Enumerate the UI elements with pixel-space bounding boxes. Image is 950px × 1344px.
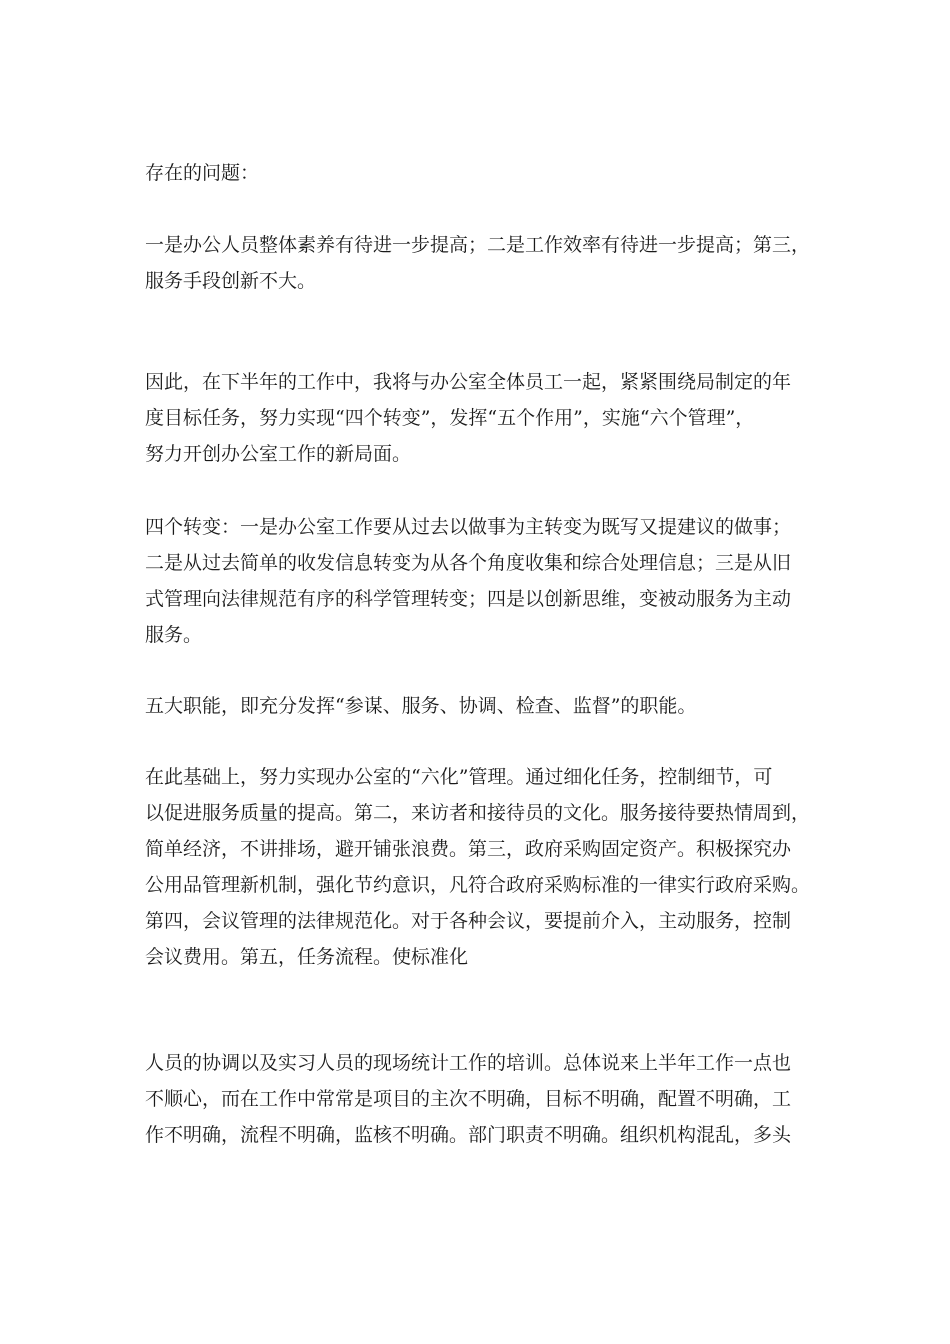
paragraph-six-management: [145, 759, 810, 975]
text-line: 会议费用。第五，任务流程。使标准化: [145, 946, 469, 968]
text-line: 人员的协调以及实习人员的现场统计工作的培训。总体说来上半年工作一点也: [145, 1052, 792, 1074]
text-line: 服务手段创新不大。: [145, 270, 317, 292]
text-line: 简单经济，不讲排场，避开铺张浪费。第三，政府采购固定资产。积极探究办: [145, 838, 792, 860]
text-line: 公用品管理新机制，强化节约意识，凡符合政府采购标准的一律实行政府采购。: [145, 874, 811, 896]
paragraph-plan: [145, 364, 810, 472]
paragraph-problems-list: [145, 227, 810, 299]
paragraph-problems-heading: [145, 155, 810, 191]
text-line: 四个转变：一是办公室工作要从过去以做事为主转变为既写又提建议的做事；: [145, 516, 792, 538]
text-line: 式管理向法律规范有序的科学管理转变；四是以创新思维，变被动服务为主动: [145, 588, 792, 610]
text-line: 一是办公人员整体素养有待进一步提高；二是工作效率有待进一步提高；第三，: [145, 234, 811, 256]
text-line: 因此，在下半年的工作中，我将与办公室全体员工一起，紧紧围绕局制定的年: [145, 371, 792, 393]
text-line: 服务。: [145, 624, 203, 646]
paragraph-summary: [145, 1045, 810, 1153]
text-line: 不顺心，而在工作中常常是项目的主次不明确，目标不明确，配置不明确，工: [145, 1088, 792, 1110]
text-line: 五大职能，即充分发挥“参谋、服务、协调、检查、监督”的职能。: [145, 695, 697, 717]
paragraph-five-functions: [145, 688, 810, 724]
text-line: 作不明确，流程不明确，监核不明确。部门职责不明确。组织机构混乱，多头: [145, 1124, 792, 1146]
paragraph-four-changes: [145, 509, 810, 653]
text-line: 以促进服务质量的提高。第二，来访者和接待员的文化。服务接待要热情周到，: [145, 802, 811, 824]
text-line: 在此基础上，努力实现办公室的“六化”管理。通过细化任务，控制细节，可: [145, 766, 773, 788]
text-line: 二是从过去简单的收发信息转变为从各个角度收集和综合处理信息；三是从旧: [145, 552, 792, 574]
text-line: 度目标任务，努力实现“四个转变”，发挥“五个作用”，实施“六个管理”，: [145, 407, 755, 429]
text-line: 第四，会议管理的法律规范化。对于各种会议，要提前介入，主动服务，控制: [145, 910, 792, 932]
text-line: 努力开创办公室工作的新局面。: [145, 443, 412, 465]
text-line: 存在的问题：: [145, 162, 260, 184]
